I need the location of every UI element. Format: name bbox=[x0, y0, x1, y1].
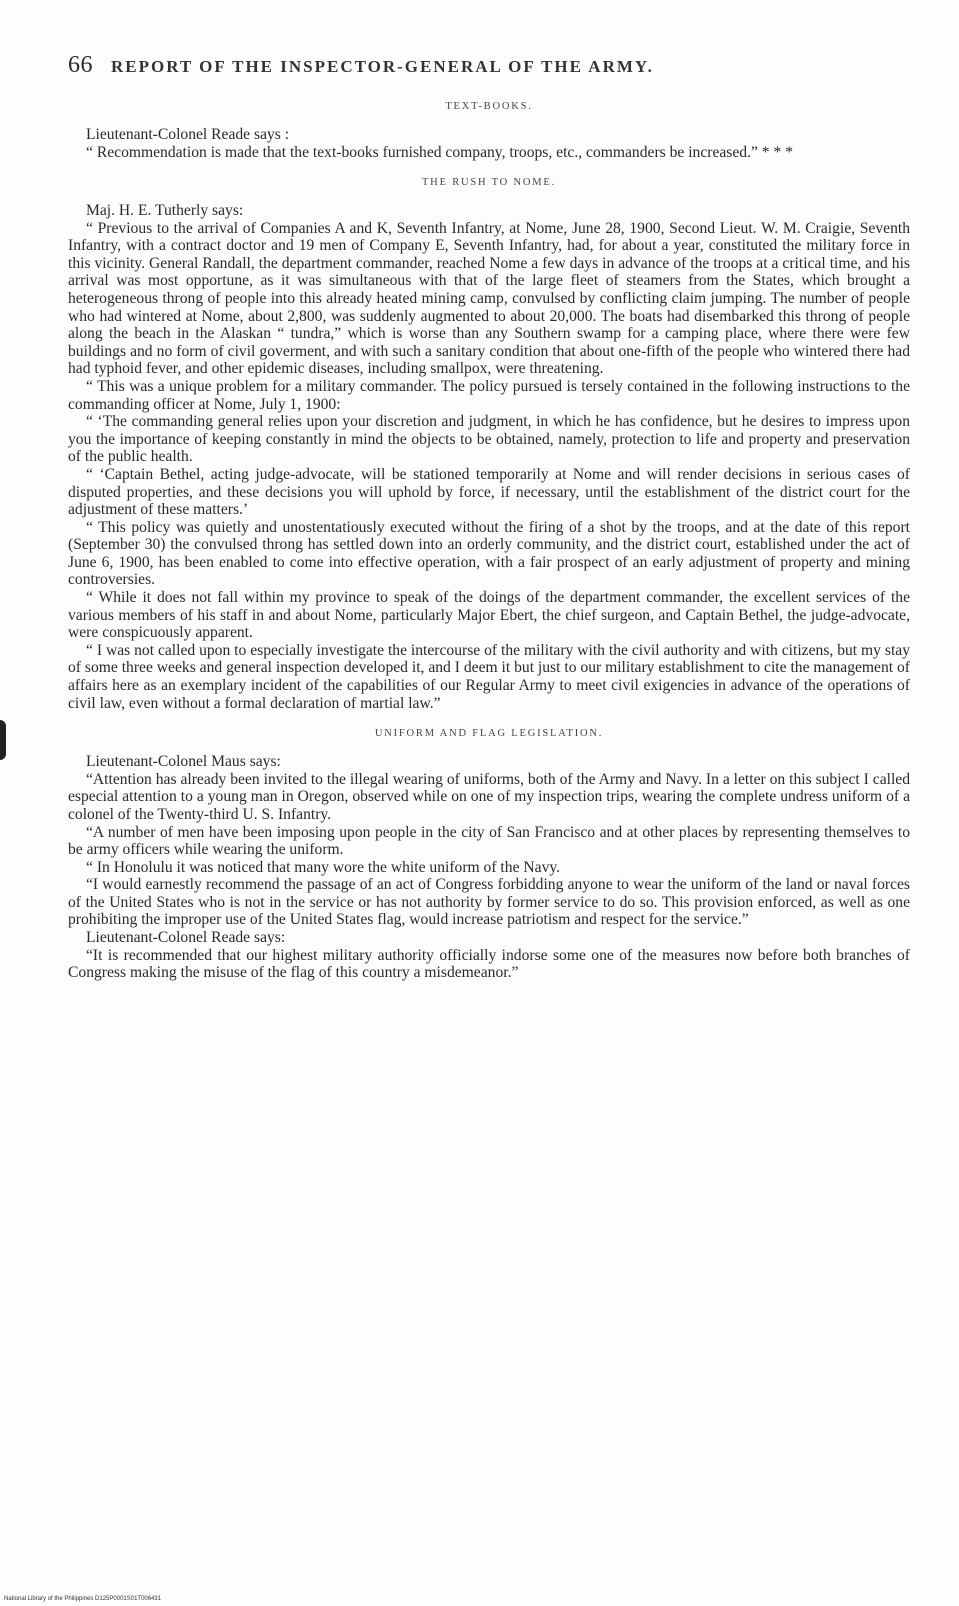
paragraph: “ ‘The commanding general relies upon your discretion and judgment, in which he has confidence, but he desires to impress upon you the importance of keeping constantly in mind the objects to be obtained, namely, protection to life and property and preservation of the public health. bbox=[68, 413, 910, 466]
paragraph: “ In Honolulu it was noticed that many wore the white uniform of the Navy. bbox=[86, 858, 561, 876]
paragraph: “ This policy was quietly and unostentatiously executed without the firing of a shot by the troops, and at the date of this report (September 30) the convulsed throng has settled down into an orderly community, and the district court, established under the act of June 6, 1900, has been enabled to come into effective operation, with a fair prospect of an early adjustment of property and mining controversies. bbox=[68, 518, 910, 589]
library-stamp: National Library of the Philippines D125P0001S01T006431 bbox=[4, 1596, 162, 1602]
section bbox=[68, 177, 910, 712]
page-header bbox=[68, 52, 910, 79]
speaker-line: Lieutenant-Colonel Reade says : bbox=[86, 126, 290, 143]
paragraph: “ I was not called upon to especially investigate the intercourse of the military with the civil authority and with citizens, but my stay of some three weeks and general inspection developed it, and I deem it but just to our military establishment to cite the management of affairs here as an exemplary incident of the capabilities of our Regular Army to meet civil exigencies in advance of the operations of civil law, even without a formal declaration of martial law.” bbox=[68, 641, 910, 712]
section-heading: THE RUSH TO NOME. bbox=[421, 177, 557, 189]
paragraph: “ Previous to the arrival of Companies A and K, Seventh Infantry, at Nome, June 28, 1900, Second Lieut. W. M. Craigie, Seventh Infantry, with a contract doctor and 19 men of Company E, Seventh Infantry, had, for about a year, constituted the military force in this vicinity. General Randall, the department commander, reached Nome a few days in advance of the troops at a critical time, and his arrival was most opportune, as it was simultaneous with that of the large fleet of steamers from the States, which brought a heterogeneous throng of people into this already heated mining camp, convulsed by conflicting claim jumping. The number of people who had wintered at Nome, about 2,800, was suddenly augmented to about 20,000. The boats had disembarked this throng of people along the beach in the Alaskan “ tundra,” which is worse than any Southern swamp for a camping place, where there were few buildings and no form of civil goverment, and with such a sanitary condition that about one-fifth of the people who wintered there had had typhoid fever, and other epidemic diseases, including smallpox, were threatening. bbox=[68, 219, 910, 378]
paragraph: “ While it does not fall within my province to speak of the doings of the department commander, the excellent services of the various members of his staff in and about Nome, particularly Major Ebert, the chief surgeon, and Captain Bethel, the judge-advocate, were conspicuously apparent. bbox=[68, 589, 910, 642]
paragraph: “I would earnestly recommend the passage of an act of Congress forbidding anyone to wear the uniform of the land or naval forces of the United States who is not in the service or has not authority by former service to do so. This provision enforced, as well as one prohibiting the improper use of the United States flag, would increase patriotism and respect for the service.” bbox=[68, 876, 910, 929]
page-body bbox=[68, 52, 910, 982]
running-head: REPORT OF THE INSPECTOR-GENERAL OF THE ARMY. bbox=[111, 57, 654, 76]
speaker-line: Lieutenant-Colonel Maus says: bbox=[86, 753, 281, 771]
paragraph: “A number of men have been imposing upon people in the city of San Francisco and at other places by representing themselves to be army officers while wearing the uniform. bbox=[68, 823, 910, 859]
sections-container bbox=[68, 101, 910, 982]
section bbox=[68, 101, 910, 161]
scan-edge-mark bbox=[0, 720, 6, 760]
section bbox=[68, 728, 910, 982]
paragraph: “ ‘Captain Bethel, acting judge-advocate, will be stationed temporarily at Nome and will render decisions in serious cases of disputed properties, and these decisions you will uphold by force, if necessary, until the establishment of the district court for the adjustment of these matters.’ bbox=[68, 465, 910, 519]
page-number: 66 bbox=[68, 52, 93, 78]
paragraph: “ Recommendation is made that the text-books furnished company, troops, etc., commanders be increased.” * * * bbox=[86, 143, 793, 161]
speaker-line: Lieutenant-Colonel Reade says: bbox=[86, 929, 286, 947]
section-heading: TEXT-BOOKS. bbox=[445, 101, 533, 112]
paragraph: “Attention has already been invited to the illegal wearing of uniforms, both of the Army and Navy. In a letter on this subject I called especial attention to a young man in Oregon, observed while on one of my inspection trips, wearing the complete undress uniform of a colonel of the Twenty-third U. S. Infantry. bbox=[68, 770, 910, 823]
speaker-line: Maj. H. E. Tutherly says: bbox=[86, 202, 244, 220]
section-heading: UNIFORM AND FLAG LEGISLATION. bbox=[374, 728, 604, 740]
paragraph: “It is recommended that our highest military authority officially indorse some one of the measures now before both branches of Congress making the misuse of the flag of this country a misdemeanor.” bbox=[68, 946, 910, 982]
paragraph: “ This was a unique problem for a military commander. The policy pursued is tersely contained in the following instructions to the commanding officer at Nome, July 1, 1900: bbox=[68, 377, 910, 413]
